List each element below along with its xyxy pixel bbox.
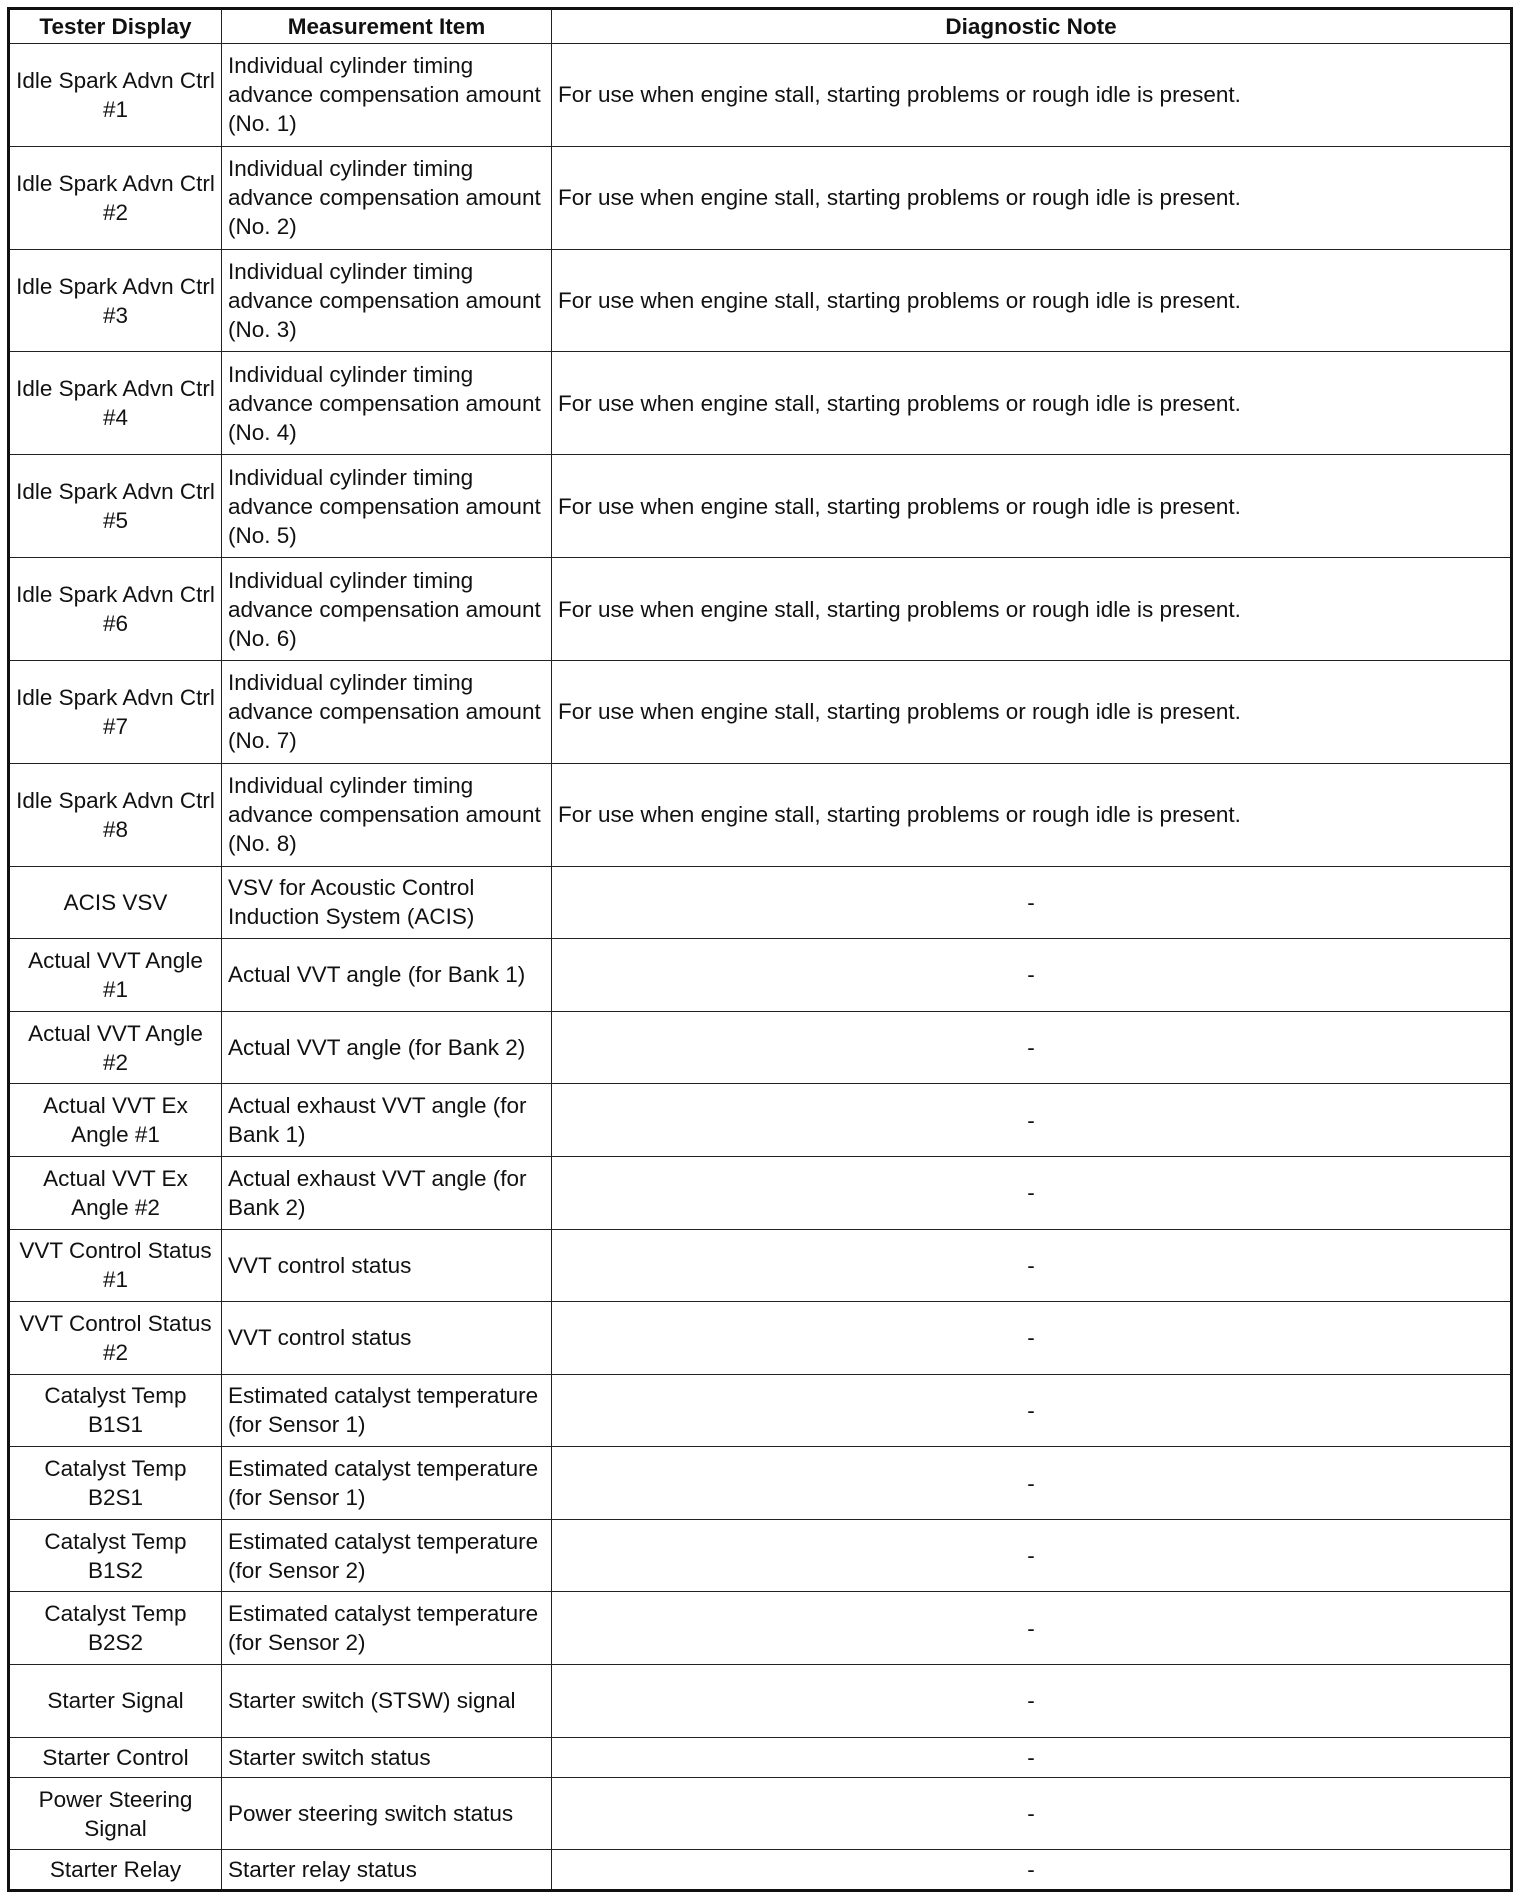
table-row [9,939,1512,1012]
cell-diagnostic-note: - [552,1519,1512,1592]
cell-diagnostic-note: - [552,1229,1512,1302]
table-row [9,763,1512,866]
cell-measurement-item: Starter switch status [222,1737,552,1777]
cell-diagnostic-note: - [552,1592,1512,1665]
header-tester-display: Tester Display [9,9,222,44]
table-row [9,1084,1512,1157]
table-row [9,1592,1512,1665]
cell-diagnostic-note: For use when engine stall, starting problems or rough idle is present. [552,558,1512,661]
table-row [9,1850,1512,1891]
cell-tester-display: Starter Control [9,1737,222,1777]
cell-measurement-item: Estimated catalyst temperature (for Sensor 1) [222,1374,552,1447]
table-row [9,146,1512,249]
cell-diagnostic-note: - [552,1302,1512,1375]
cell-measurement-item: Individual cylinder timing advance compensation amount (No. 4) [222,352,552,455]
table-row [9,249,1512,352]
table-row [9,1229,1512,1302]
cell-tester-display: Catalyst Temp B1S2 [9,1519,222,1592]
cell-measurement-item: Starter relay status [222,1850,552,1891]
cell-tester-display: Idle Spark Advn Ctrl #7 [9,660,222,763]
cell-diagnostic-note: For use when engine stall, starting problems or rough idle is present. [552,249,1512,352]
table-row [9,1374,1512,1447]
cell-tester-display: Idle Spark Advn Ctrl #1 [9,44,222,147]
cell-measurement-item: Estimated catalyst temperature (for Sensor 1) [222,1447,552,1520]
cell-measurement-item: Individual cylinder timing advance compensation amount (No. 8) [222,763,552,866]
cell-diagnostic-note: For use when engine stall, starting problems or rough idle is present. [552,660,1512,763]
cell-measurement-item: Power steering switch status [222,1777,552,1850]
cell-measurement-item: VVT control status [222,1229,552,1302]
cell-measurement-item: Individual cylinder timing advance compensation amount (No. 3) [222,249,552,352]
cell-measurement-item: Actual VVT angle (for Bank 1) [222,939,552,1012]
cell-diagnostic-note: - [552,1664,1512,1737]
cell-measurement-item: VVT control status [222,1302,552,1375]
cell-tester-display: Actual VVT Ex Angle #1 [9,1084,222,1157]
diagnostic-table [7,7,1513,1892]
table-row [9,1777,1512,1850]
cell-measurement-item: Individual cylinder timing advance compensation amount (No. 6) [222,558,552,661]
table-row [9,1447,1512,1520]
cell-tester-display: Starter Relay [9,1850,222,1891]
cell-diagnostic-note: - [552,866,1512,939]
cell-tester-display: Actual VVT Angle #1 [9,939,222,1012]
table-row [9,1519,1512,1592]
cell-diagnostic-note: For use when engine stall, starting problems or rough idle is present. [552,763,1512,866]
cell-diagnostic-note: - [552,939,1512,1012]
table-row [9,1302,1512,1375]
cell-tester-display: Idle Spark Advn Ctrl #5 [9,455,222,558]
cell-tester-display: Idle Spark Advn Ctrl #8 [9,763,222,866]
table-header-row [9,9,1512,44]
cell-tester-display: Idle Spark Advn Ctrl #4 [9,352,222,455]
cell-tester-display: VVT Control Status #1 [9,1229,222,1302]
cell-diagnostic-note: For use when engine stall, starting problems or rough idle is present. [552,44,1512,147]
diagnostic-table-container [7,7,1510,1892]
cell-measurement-item: Estimated catalyst temperature (for Sensor 2) [222,1519,552,1592]
cell-diagnostic-note: - [552,1084,1512,1157]
table-row [9,455,1512,558]
cell-tester-display: Power Steering Signal [9,1777,222,1850]
table-row [9,1011,1512,1084]
table-row [9,866,1512,939]
table-row [9,1664,1512,1737]
cell-diagnostic-note: - [552,1156,1512,1229]
cell-tester-display: Idle Spark Advn Ctrl #6 [9,558,222,661]
cell-measurement-item: Actual VVT angle (for Bank 2) [222,1011,552,1084]
cell-diagnostic-note: - [552,1777,1512,1850]
table-row [9,1737,1512,1777]
cell-tester-display: Catalyst Temp B1S1 [9,1374,222,1447]
cell-tester-display: Catalyst Temp B2S2 [9,1592,222,1665]
cell-diagnostic-note: For use when engine stall, starting problems or rough idle is present. [552,146,1512,249]
cell-diagnostic-note: For use when engine stall, starting problems or rough idle is present. [552,352,1512,455]
cell-diagnostic-note: - [552,1850,1512,1891]
cell-diagnostic-note: For use when engine stall, starting problems or rough idle is present. [552,455,1512,558]
cell-diagnostic-note: - [552,1374,1512,1447]
cell-diagnostic-note: - [552,1737,1512,1777]
cell-tester-display: Actual VVT Ex Angle #2 [9,1156,222,1229]
cell-tester-display: Catalyst Temp B2S1 [9,1447,222,1520]
cell-measurement-item: Individual cylinder timing advance compensation amount (No. 5) [222,455,552,558]
cell-tester-display: Actual VVT Angle #2 [9,1011,222,1084]
cell-measurement-item: Individual cylinder timing advance compensation amount (No. 1) [222,44,552,147]
cell-measurement-item: Actual exhaust VVT angle (for Bank 1) [222,1084,552,1157]
header-measurement-item: Measurement Item [222,9,552,44]
cell-measurement-item: Starter switch (STSW) signal [222,1664,552,1737]
cell-measurement-item: Estimated catalyst temperature (for Sensor 2) [222,1592,552,1665]
cell-tester-display: ACIS VSV [9,866,222,939]
table-row [9,352,1512,455]
cell-measurement-item: Individual cylinder timing advance compensation amount (No. 2) [222,146,552,249]
header-diagnostic-note: Diagnostic Note [552,9,1512,44]
cell-tester-display: Idle Spark Advn Ctrl #2 [9,146,222,249]
cell-measurement-item: Actual exhaust VVT angle (for Bank 2) [222,1156,552,1229]
cell-measurement-item: Individual cylinder timing advance compensation amount (No. 7) [222,660,552,763]
cell-tester-display: Starter Signal [9,1664,222,1737]
table-row [9,44,1512,147]
cell-diagnostic-note: - [552,1447,1512,1520]
table-row [9,558,1512,661]
cell-tester-display: Idle Spark Advn Ctrl #3 [9,249,222,352]
cell-tester-display: VVT Control Status #2 [9,1302,222,1375]
cell-diagnostic-note: - [552,1011,1512,1084]
table-row [9,660,1512,763]
cell-measurement-item: VSV for Acoustic Control Induction System (ACIS) [222,866,552,939]
table-row [9,1156,1512,1229]
